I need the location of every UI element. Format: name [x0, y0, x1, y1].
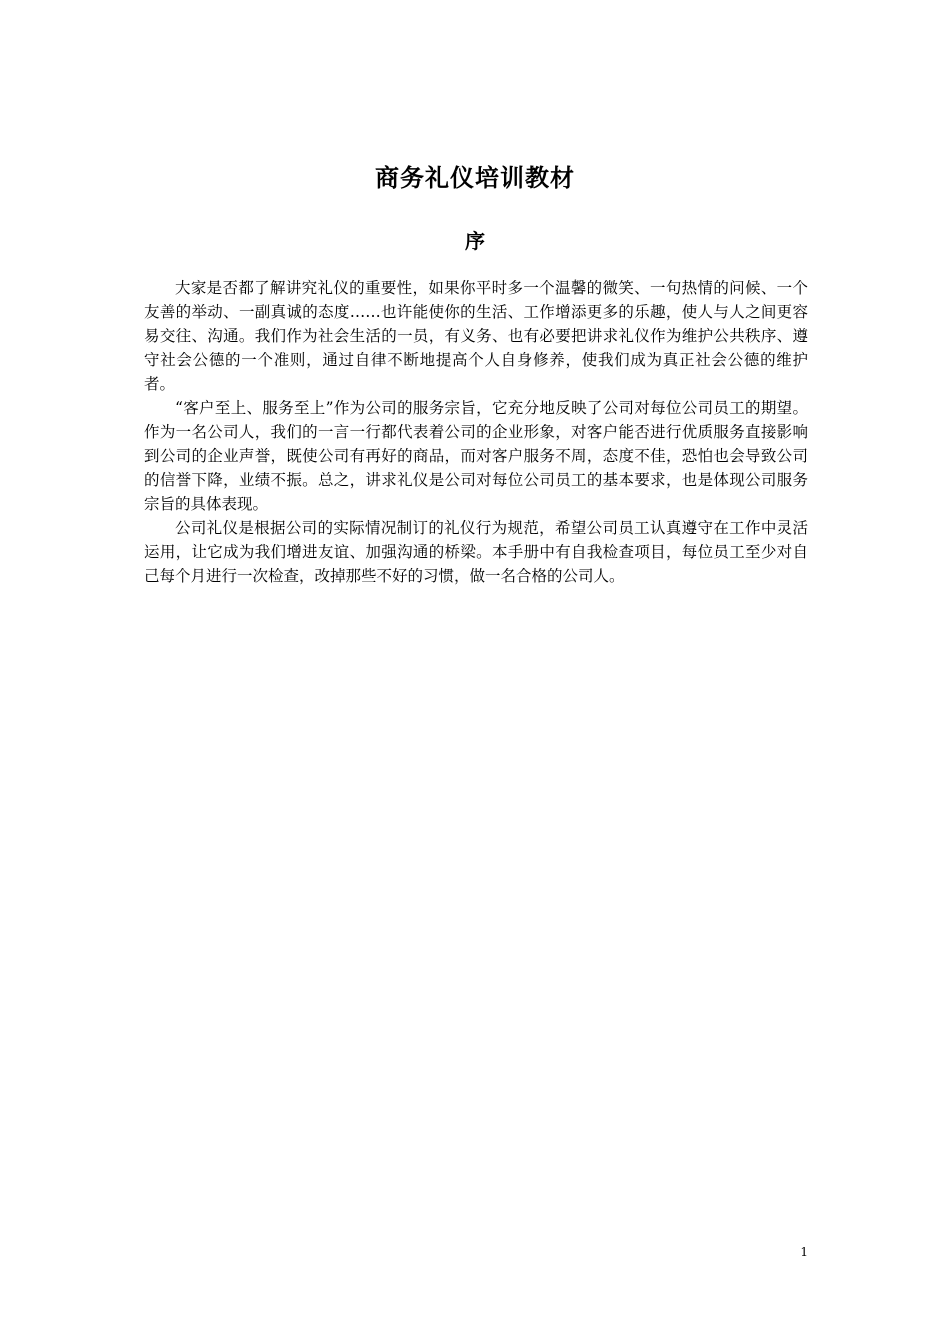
body-text — [144, 276, 808, 588]
paragraph: 公司礼仪是根据公司的实际情况制订的礼仪行为规范，希望公司员工认真遵守在工作中灵活运用，让它成为我们增进友谊、加强沟通的桥梁。本手册中有自我检查项目，每位员工至少对自己每个月进行一次检查，改掉那些不好的习惯，做一名合格的公司人。 — [144, 519, 808, 585]
page-number: 1 — [800, 1245, 808, 1259]
paragraph: 大家是否都了解讲究礼仪的重要性，如果你平时多一个温馨的微笑、一句热情的问候、一个友善的举动、一副真诚的态度……也许能使你的生活、工作增添更多的乐趣，使人与人之间更容易交往、沟通。我们作为社会生活的一员，有义务、也有必要把讲求礼仪作为维护公共秩序、遵守社会公德的一个准则，通过自律不断地提高个人自身修养，使我们成为真正社会公德的维护者。 — [144, 279, 808, 393]
section-heading: 序 — [465, 229, 485, 253]
paragraph: “客户至上、服务至上”作为公司的服务宗旨，它充分地反映了公司对每位公司员工的期望。作为一名公司人，我们的一言一行都代表着公司的企业形象，对客户能否进行优质服务直接影响到公司的企业声誉，既使公司有再好的商品，而对客户服务不周，态度不佳，恐怕也会导致公司的信誉下降，业绩不振。总之，讲求礼仪是公司对每位公司员工的基本要求，也是体现公司服务宗旨的具体表现。 — [144, 399, 808, 513]
document-title: 商务礼仪培训教材 — [375, 163, 575, 192]
